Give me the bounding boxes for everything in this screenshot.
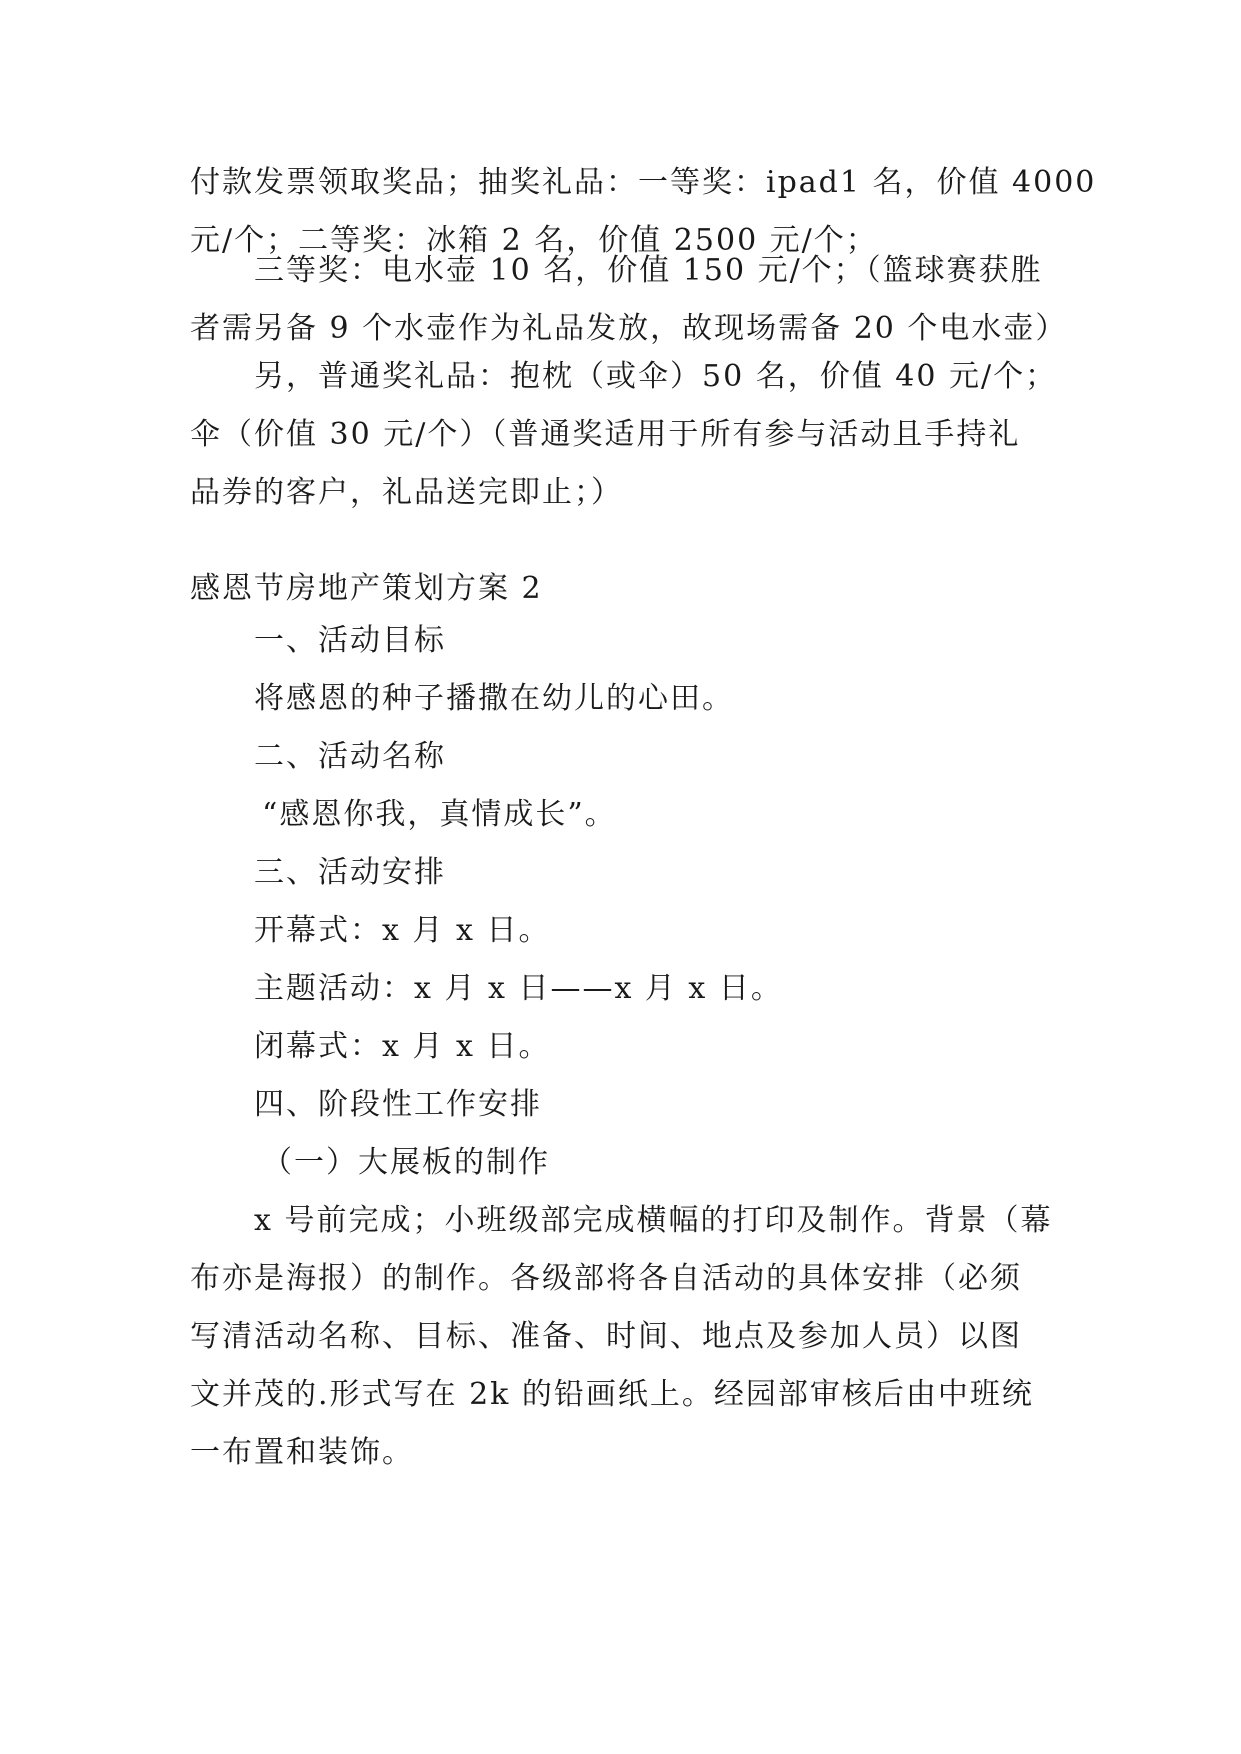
goal-text: 将感恩的种子播撒在幼儿的心田。: [254, 681, 734, 716]
work-heading: 四、阶段性工作安排: [254, 1087, 542, 1122]
regular-prize-paragraph: [190, 348, 1070, 522]
text-line: 文并茂的.形式写在 2k 的铅画纸上。经园部审核后由中班统: [190, 1377, 1034, 1412]
text-line: 品券的客户，礼品送完即止；）: [190, 475, 623, 510]
text-line: x 号前完成；小班级部完成横幅的打印及制作。背景（幕: [254, 1203, 1053, 1238]
third-prize-paragraph: [190, 242, 1070, 358]
text-line: 付款发票领取奖品；抽奖礼品：一等奖：ipad1 名，价值 4000: [190, 165, 1097, 200]
page-title: 感恩节房地产策划方案 2: [190, 571, 543, 606]
text-line: 布亦是海报）的制作。各级部将各自活动的具体安排（必须: [190, 1261, 1022, 1296]
closing-date: 闭幕式：x 月 x 日。: [254, 1029, 551, 1064]
text-line: 写清活动名称、目标、准备、时间、地点及参加人员）以图: [190, 1319, 1022, 1354]
text-line: 元/个；二等奖：冰箱 2 名，价值 2500 元/个；: [190, 223, 878, 258]
text-line: 一布置和装饰。: [190, 1435, 414, 1470]
opening-date: 开幕式：x 月 x 日。: [254, 913, 551, 948]
schedule-heading: 三、活动安排: [254, 855, 446, 890]
board-heading: （一）大展板的制作: [262, 1145, 550, 1180]
text-line: 者需另备 9 个水壶作为礼品发放，故现场需备 20 个电水壶）: [190, 311, 1068, 346]
text-line: 三等奖：电水壶 10 名，价值 150 元/个；（篮球赛获胜: [254, 253, 1043, 288]
section-title: [190, 560, 1070, 618]
text-line: 另，普通奖礼品：抱枕（或伞）50 名，价值 40 元/个；: [254, 359, 1058, 394]
name-text: “感恩你我，真情成长”。: [262, 797, 617, 832]
goal-heading: 一、活动目标: [254, 623, 446, 658]
plan-outline: [190, 612, 1070, 1192]
board-paragraph: [190, 1192, 1070, 1482]
text-line: 伞（价值 30 元/个）（普通奖适用于所有参与活动且手持礼: [190, 417, 1021, 452]
name-heading: 二、活动名称: [254, 739, 446, 774]
theme-activity-dates: 主题活动：x 月 x 日——x 月 x 日。: [254, 971, 783, 1006]
